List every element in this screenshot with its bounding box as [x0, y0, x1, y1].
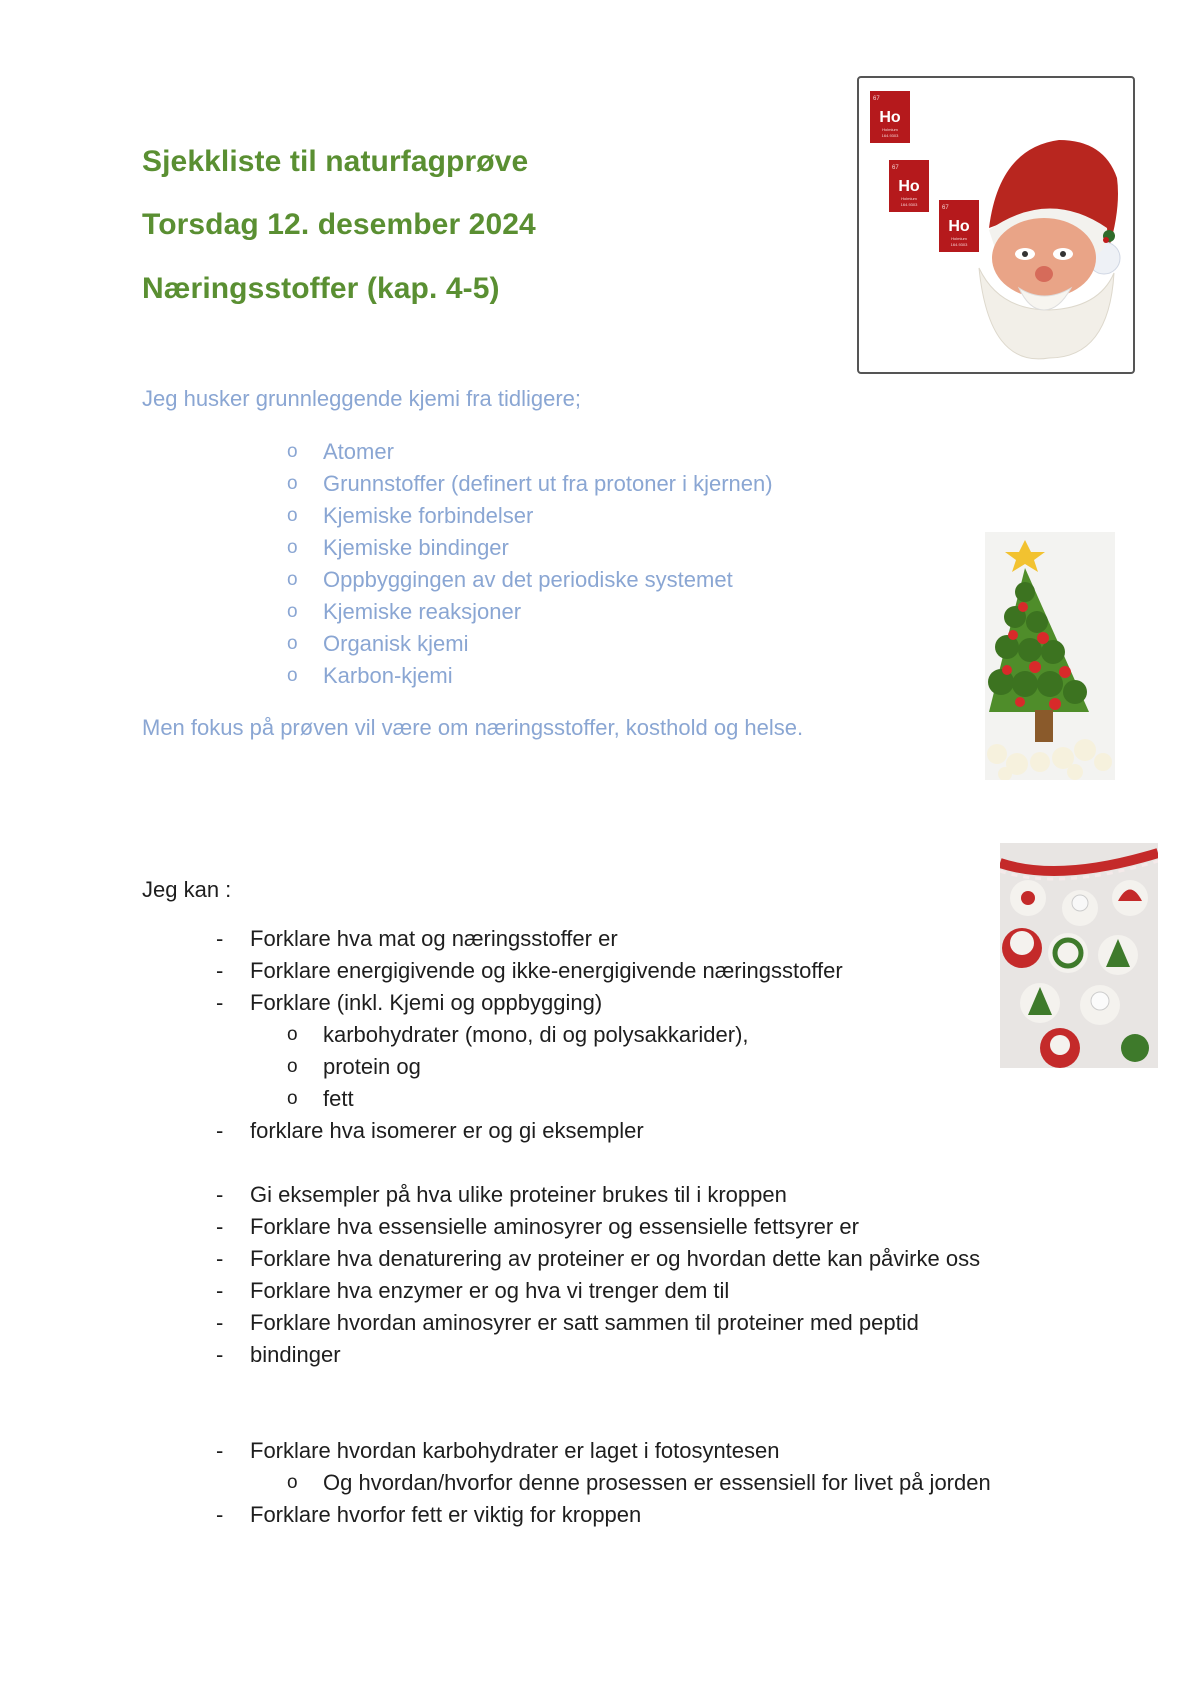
can-list-photosynthesis — [214, 1435, 780, 1467]
svg-text:67: 67 — [873, 96, 880, 102]
title-checklist: Sjekkliste til naturfagprøve — [142, 145, 529, 178]
christmas-cupcakes-image — [1000, 843, 1158, 1068]
svg-text:Ho: Ho — [898, 178, 920, 195]
recall-intro: Jeg husker grunnleggende kjemi fra tidligere; — [142, 386, 582, 411]
list-item: o fett — [287, 1083, 749, 1115]
can-list-group1 — [214, 923, 843, 1019]
can-sublist-photosynthesis — [287, 1467, 991, 1499]
title-date: Torsdag 12. desember 2024 — [142, 208, 536, 241]
svg-text:164.9303: 164.9303 — [881, 133, 899, 138]
list-item: o Kjemiske bindinger — [287, 532, 773, 564]
holmium-tile-1 — [870, 91, 910, 143]
list-item: - Forklare (inkl. Kjemi og oppbygging) — [214, 987, 843, 1019]
list-item: - Forklare hva mat og næringsstoffer er — [214, 923, 843, 955]
list-item: - Gi eksempler på hva ulike proteiner brukes til i kroppen — [214, 1179, 980, 1211]
list-item: - Forklare hva enzymer er og hva vi trenger dem til — [214, 1275, 980, 1307]
list-item: o karbohydrater (mono, di og polysakkarider), — [287, 1019, 749, 1051]
list-item: - Forklare energigivende og ikke-energigivende næringsstoffer — [214, 955, 843, 987]
list-item: - forklare hva isomerer er og gi eksempler — [214, 1115, 644, 1147]
svg-text:Holmium: Holmium — [951, 236, 967, 241]
list-item: o Kjemiske reaksjoner — [287, 596, 773, 628]
holmium-tile-2 — [889, 160, 929, 212]
holmium-tile-3 — [939, 200, 979, 252]
recall-list — [287, 436, 773, 692]
svg-text:164.9303: 164.9303 — [950, 242, 968, 247]
list-item: o Organisk kjemi — [287, 628, 773, 660]
can-list-isomers — [214, 1115, 644, 1147]
can-sublist-nutrients — [287, 1019, 749, 1115]
list-item: o Oppbyggingen av det periodiske systemet — [287, 564, 773, 596]
list-item: - Forklare hvordan karbohydrater er laget i fotosyntesen — [214, 1435, 780, 1467]
list-item: o Kjemiske forbindelser — [287, 500, 773, 532]
svg-text:164.9303: 164.9303 — [900, 202, 918, 207]
santa-holmium-image — [857, 76, 1135, 374]
svg-text:Holmium: Holmium — [882, 127, 898, 132]
list-item: o Karbon-kjemi — [287, 660, 773, 692]
list-item: o protein og — [287, 1051, 749, 1083]
broccoli-tree-image — [985, 532, 1115, 780]
list-item: - Forklare hva essensielle aminosyrer og essensielle fettsyrer er — [214, 1211, 980, 1243]
can-intro: Jeg kan : — [142, 877, 232, 902]
list-item: o Atomer — [287, 436, 773, 468]
svg-text:67: 67 — [892, 165, 899, 171]
svg-text:67: 67 — [942, 205, 949, 211]
list-item: o Grunnstoffer (definert ut fra protoner i kjernen) — [287, 468, 773, 500]
list-item: - Forklare hva denaturering av proteiner er og hvordan dette kan påvirke oss — [214, 1243, 980, 1275]
peptide-line-2: bindinger — [250, 1342, 341, 1367]
svg-text:Ho: Ho — [879, 109, 901, 126]
list-item: o Og hvordan/hvorfor denne prosessen er essensiell for livet på jorden — [287, 1467, 991, 1499]
can-list-fat — [214, 1499, 641, 1531]
list-item: - Forklare hvorfor fett er viktig for kroppen — [214, 1499, 641, 1531]
peptide-line-1: Forklare hvordan aminosyrer er satt sammen til proteiner med peptid — [250, 1310, 919, 1335]
title-topic: Næringsstoffer (kap. 4-5) — [142, 272, 500, 305]
list-item-continuation — [214, 1339, 980, 1371]
svg-text:Holmium: Holmium — [901, 196, 917, 201]
svg-text:Ho: Ho — [948, 218, 970, 235]
focus-statement: Men fokus på prøven vil være om næringsstoffer, kosthold og helse. — [142, 715, 804, 740]
can-list-group2 — [214, 1179, 980, 1371]
list-item — [214, 1307, 980, 1339]
